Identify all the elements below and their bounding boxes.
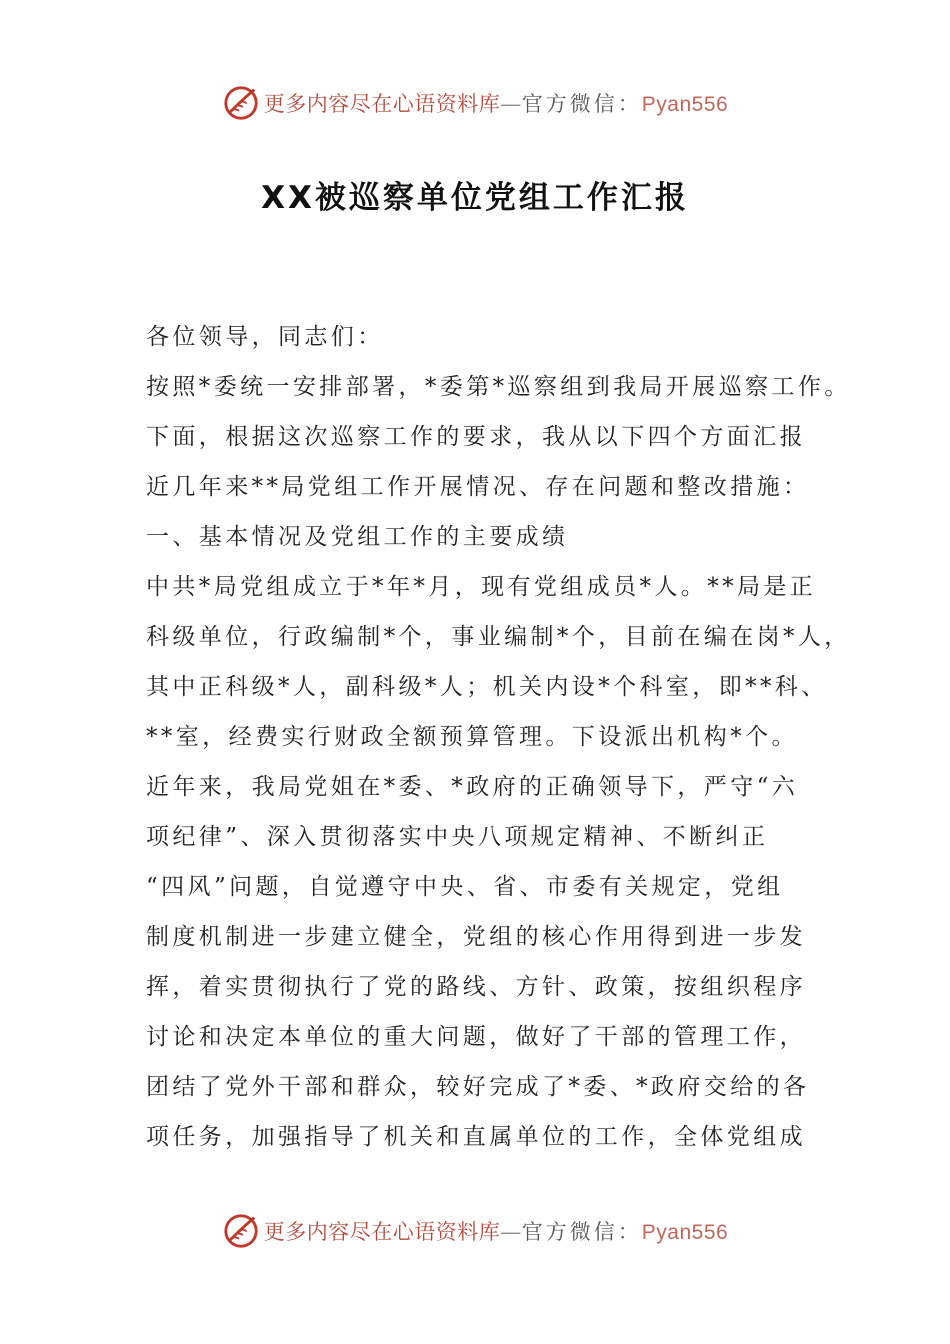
body-line: 下面，根据这次巡察工作的要求，我从以下四个方面汇报 xyxy=(146,424,806,450)
footer-watermark-banner xyxy=(0,1212,950,1250)
banner-lead-text: 更多内容尽在心语资料库 xyxy=(263,1220,501,1244)
body-line: **室，经费实行财政全额预算管理。下设派出机构*个。 xyxy=(146,724,798,750)
feather-pen-logo-icon xyxy=(222,84,260,122)
feather-pen-logo-icon xyxy=(222,1212,260,1250)
section-heading: 一、基本情况及党组工作的主要成绩 xyxy=(146,524,569,550)
body-line: 项任务，加强指导了机关和直属单位的工作，全体党组成 xyxy=(146,1124,806,1150)
banner-wechat-id: Pyan556 xyxy=(641,93,729,116)
body-line: “四风”问题，自觉遵守中央、省、市委有关规定，党组 xyxy=(146,874,784,900)
body-line: 讨论和决定本单位的重大问题，做好了干部的管理工作， xyxy=(146,1024,806,1050)
header-watermark-banner xyxy=(0,84,950,122)
banner-dash: — xyxy=(500,92,522,116)
body-line: 其中正科级*人，副科级*人；机关内设*个科室，即**科、 xyxy=(146,674,828,700)
banner-lead-text: 更多内容尽在心语资料库 xyxy=(263,92,501,116)
body-line: 制度机制进一步建立健全，党组的核心作用得到进一步发 xyxy=(146,924,806,950)
body-line: 挥，着实贯彻执行了党的路线、方针、政策，按组织程序 xyxy=(146,974,806,1000)
body-line: 项纪律”、深入贯彻落实中央八项规定精神、不断纠正 xyxy=(146,824,769,850)
banner-official-text: 官方微信： xyxy=(521,92,642,116)
banner-official-text: 官方微信： xyxy=(521,1220,642,1244)
banner-dash: — xyxy=(500,1220,522,1244)
banner-wechat-id: Pyan556 xyxy=(641,1221,729,1244)
body-line: 近几年来**局党组工作开展情况、存在问题和整改措施： xyxy=(146,474,810,500)
body-line: 中共*局党组成立于*年*月，现有党组成员*人。**局是正 xyxy=(146,574,817,600)
body-line: 各位领导，同志们： xyxy=(146,324,384,350)
document-body xyxy=(146,312,851,1162)
body-line: 团结了党外干部和群众，较好完成了*委、*政府交给的各 xyxy=(146,1074,810,1100)
body-line: 科级单位，行政编制*个，事业编制*个，目前在编在岗*人， xyxy=(146,624,851,650)
document-title: XX被巡察单位党组工作汇报 xyxy=(261,180,689,216)
body-line: 按照*委统一安排部署，*委第*巡察组到我局开展巡察工作。 xyxy=(146,374,851,400)
body-line: 近年来，我局党姐在*委、*政府的正确领导下，严守“六 xyxy=(146,774,799,800)
